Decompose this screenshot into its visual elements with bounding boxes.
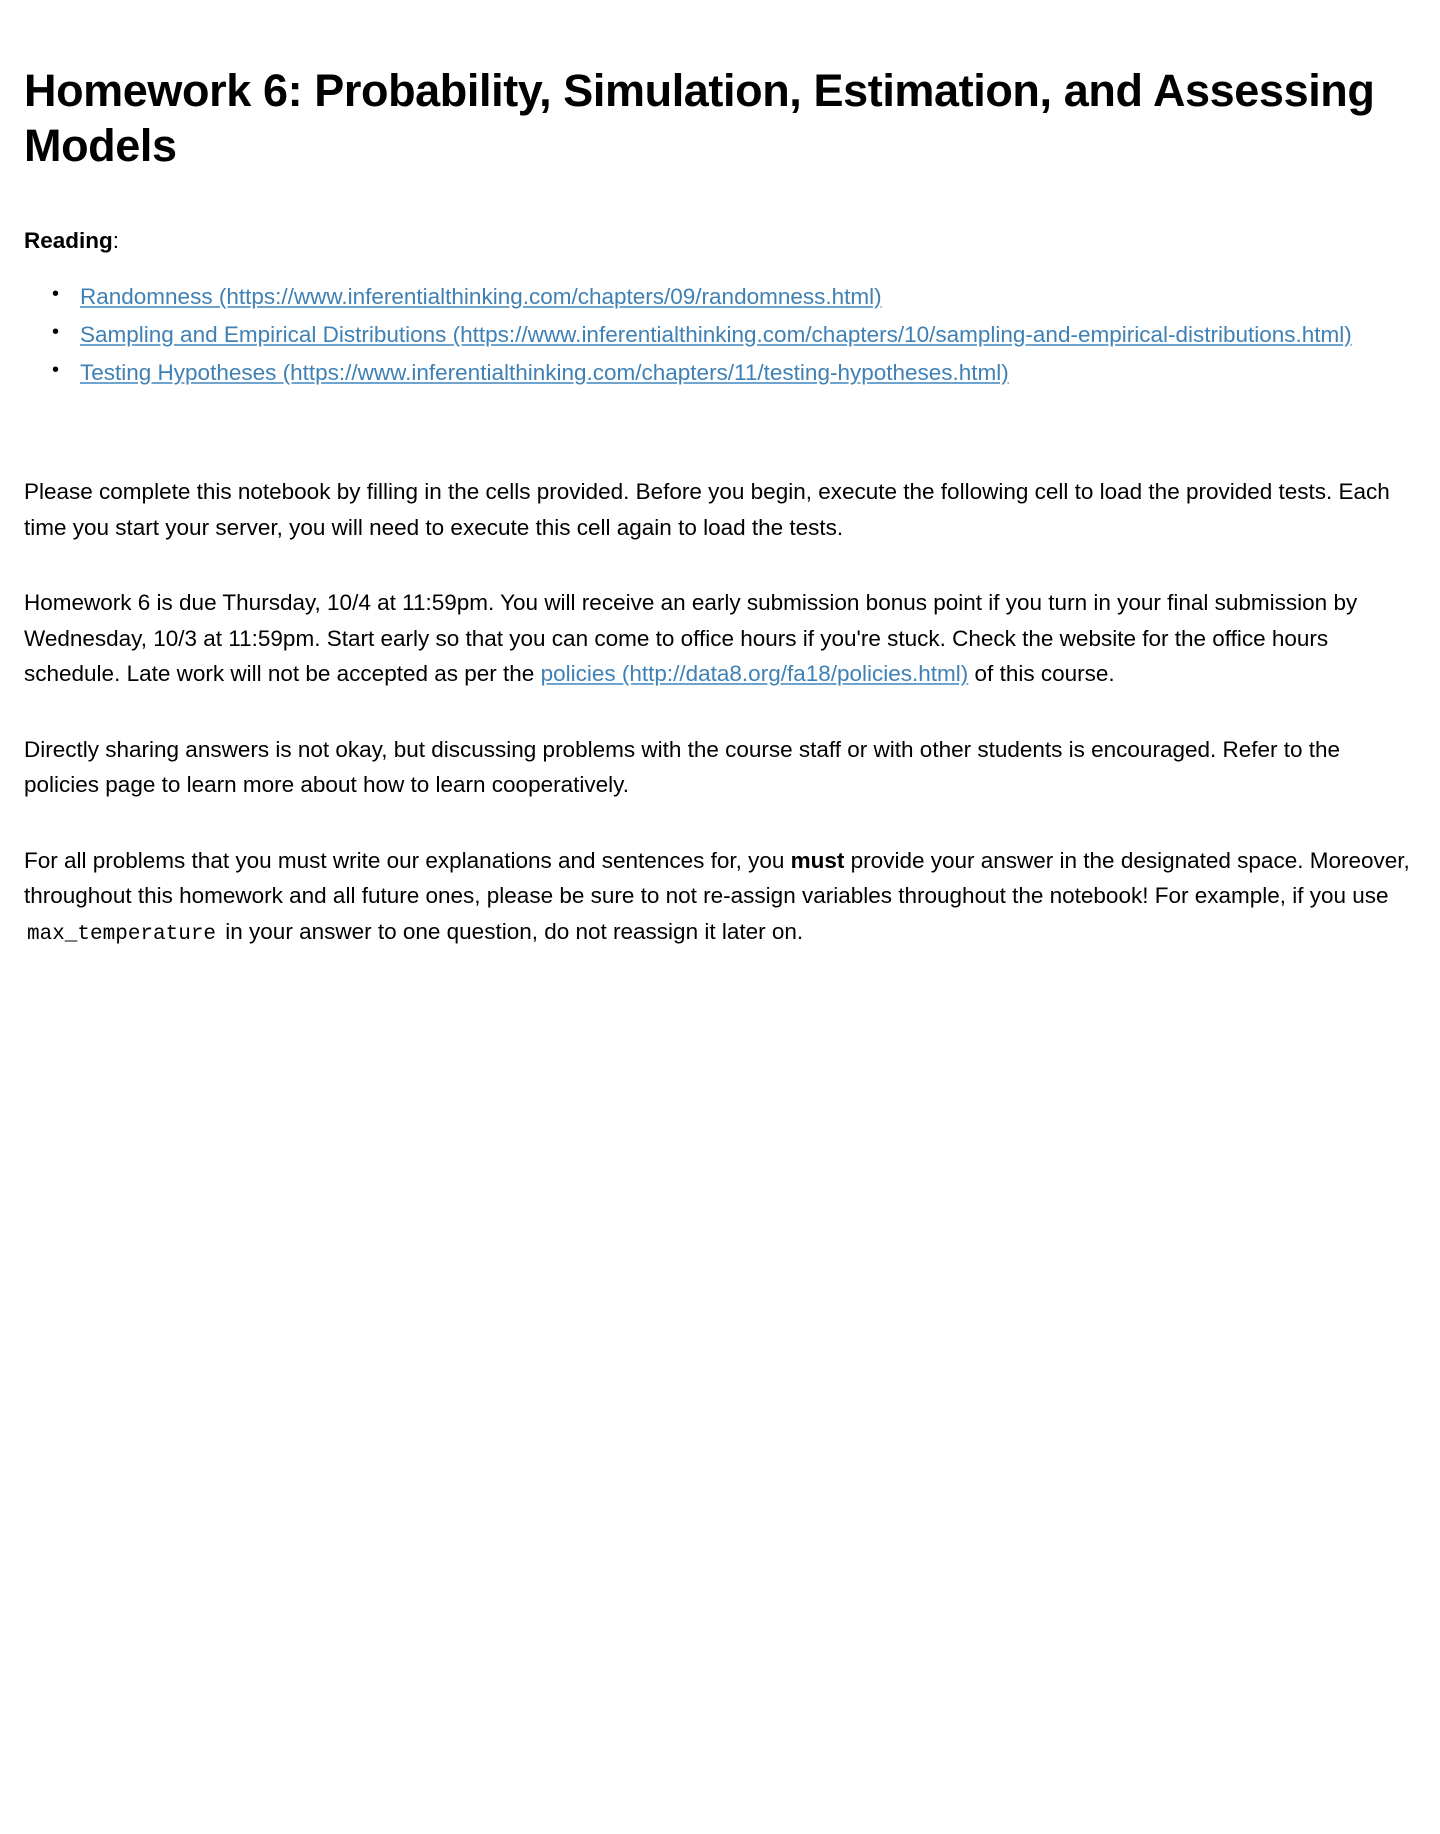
must-emphasis: must [790,847,845,873]
markdown-cell [24,64,1410,1651]
reading-link-randomness[interactable]: Randomness (https://www.inferentialthinking.com/chapters/09/randomness.html) [80,283,882,309]
answer-format-text-2: provide your answer in the designated space. Moreover, throughout this homework and all future ones, please be sure to not re-assign variables throughout the notebook! For example, if you use [24,847,1410,909]
reading-label-colon: : [112,227,120,253]
paragraph-answer-format [24,843,1410,951]
reading-label-bold: Reading [24,227,113,253]
page-title: Homework 6: Probability, Simulation, Estimation, and Assessing Models [24,65,1375,171]
list-item [80,356,1410,390]
code-max-temperature: max_temperature [27,923,217,947]
paragraph-collaboration: Directly sharing answers is not okay, but discussing problems with the course staff or with other students is encouraged. Refer to the policies page to learn more about how to learn cooperatively. [24,736,1341,798]
page-bottom-whitespace [24,951,1410,1651]
policies-link[interactable]: policies (http://data8.org/fa18/policies.html) [540,661,969,687]
paragraph-due-date [24,585,1410,692]
reading-link-testing-hypotheses[interactable]: Testing Hypotheses (https://www.inferentialthinking.com/chapters/11/testing-hypotheses.html) [80,359,1009,385]
list-item [80,280,1410,314]
answer-format-text-3: in your answer to one question, do not reassign it later on. [219,919,804,945]
reading-link-sampling-and-empirical-distributions[interactable]: Sampling and Empirical Distributions (https://www.inferentialthinking.com/chapters/10/sampling-and-empirical-distributions.html) [80,321,1352,347]
due-date-text-after-link: of this course. [968,661,1115,687]
paragraph-instructions: Please complete this notebook by filling in the cells provided. Before you begin, execute the following cell to load the provided tests. Each time you start your server, you will need to execute this cell again to load the tests. [24,479,1390,540]
answer-format-text-1: For all problems that you must write our explanations and sentences for, you [24,847,791,873]
reading-heading [24,224,1410,258]
list-item [80,318,1410,352]
due-date-text-before-link: Homework 6 is due Thursday, 10/4 at 11:59pm. You will receive an early submission bonus point if you turn in your final submission by Wednesday, 10/3 at 11:59pm. Start early so that you can come to office hours if you're stuck. Check the website for the office hours schedule. Late work will not be accepted as per the [24,590,1358,687]
reading-list [24,280,1410,391]
